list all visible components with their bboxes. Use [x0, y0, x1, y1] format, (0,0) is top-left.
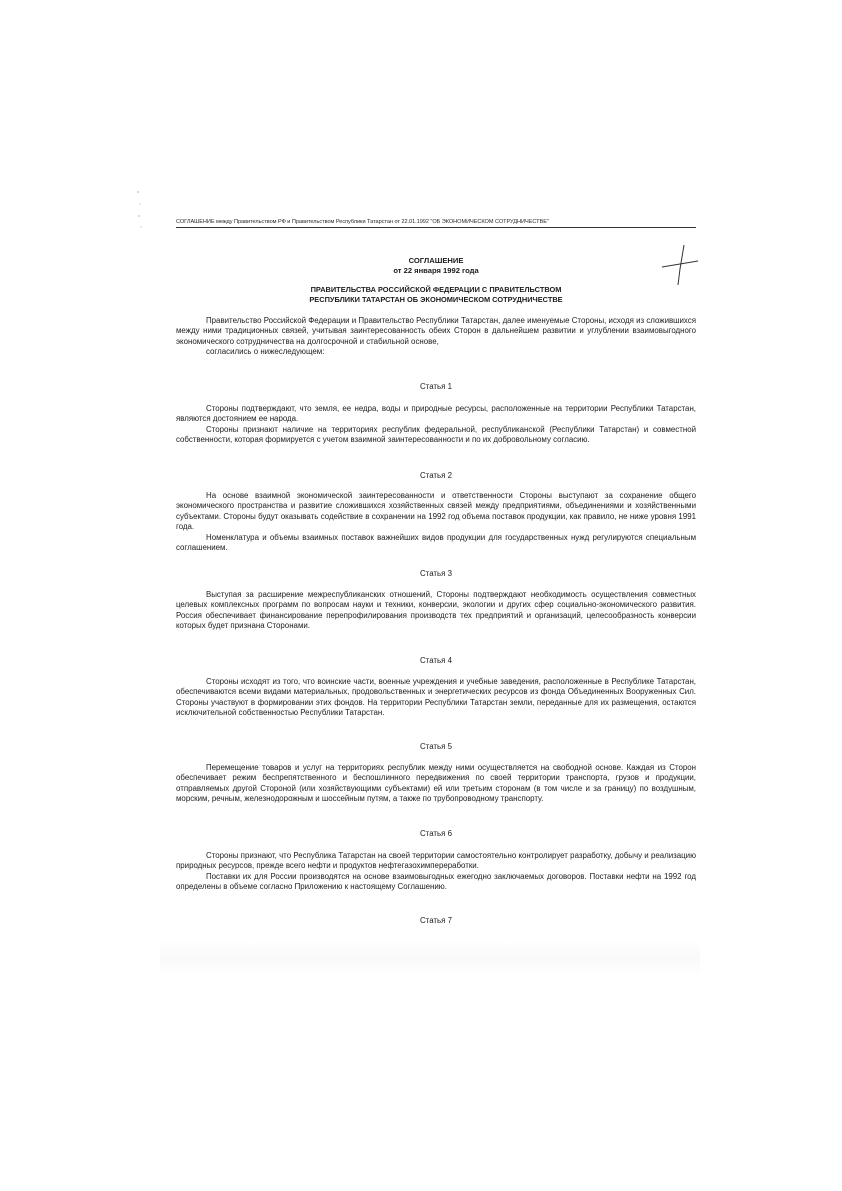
article-5-body	[176, 763, 696, 805]
article-3-heading: Статья 3	[419, 569, 453, 578]
article-5-heading: Статья 5	[419, 742, 453, 751]
preamble-closing: согласились о нижеследующем:	[206, 347, 325, 357]
scan-shadow	[160, 940, 700, 976]
article-3-body	[176, 590, 696, 632]
article-1-paragraph-1: Стороны подтверждают, что земля, ее недра, воды и природные ресурсы, расположенные на территории Республики Татарстан, являются достоянием ее народа.	[176, 404, 696, 424]
article-2-paragraph-1: На основе взаимной экономической заинтересованности и ответственности Стороны выступают за сохранение общего экономического пространства и развитие сложившихся хозяйственных связей между предприятиями, объединениями и хозяйственными субъектами. Стороны будут оказывать содействие в сохранении на 1992 год объема поставок продукции, как правило, не ниже уровня 1991 года.	[176, 491, 696, 532]
article-2-body	[176, 491, 696, 553]
article-6-heading: Статья 6	[419, 829, 453, 838]
article-6-body	[176, 851, 696, 893]
article-2-heading: Статья 2	[419, 471, 453, 480]
article-4-heading: Статья 4	[419, 656, 453, 665]
subtitle-line-1: ПРАВИТЕЛЬСТВА РОССИЙСКОЙ ФЕДЕРАЦИИ С ПРАВИТЕЛЬСТВОМ	[310, 285, 562, 294]
article-1-body	[176, 404, 696, 446]
article-2-paragraph-2: Номенклатура и объемы взаимных поставок важнейших видов продукции для государственных нужд регулируются специальным соглашением.	[176, 532, 696, 553]
header-rule	[176, 227, 696, 228]
article-6-paragraph-2: Поставки их для России производятся на основе взаимовыгодных ежегодно заключаемых договоров. Поставки нефти на 1992 год определены в объеме согласно Приложению к настоящему Соглашению.	[176, 871, 696, 892]
document-title: СОГЛАШЕНИЕ	[408, 256, 464, 265]
article-4-body	[176, 677, 696, 719]
article-1-heading: Статья 1	[419, 382, 453, 391]
document-subtitle	[176, 285, 696, 305]
scan-speck-marks	[135, 190, 145, 230]
article-3-paragraph-1: Выступая за расширение межреспубликанских отношений, Стороны подтверждают необходимость осуществления совместных целевых комплексных программ по вопросам науки и техники, конверсии, экологии и других сфер социально-экономического развития. Россия обеспечивает финансирование перепрофилирования производств тех предприятий и организаций, целесообразность конверсии которых будет признана Сторонами.	[176, 590, 696, 631]
running-header: СОГЛАШЕНИЕ между Правительством РФ и Правительством Республики Татарстан от 22.01.1992 "ОБ ЭКОНОМИЧЕСКОМ СОТРУДНИЧЕСТВЕ"	[176, 219, 549, 225]
article-7-heading: Статья 7	[419, 916, 453, 925]
preamble-paragraph: Правительство Российской Федерации и Правительство Республики Татарстан, далее именуемые Стороны, исходя из сложившихся между ними традиционных связей, учитывая заинтересованность обеих Сторон в дальнейшем развитии и углублении взаимовыгодного экономического сотрудничества на долгосрочной и стабильной основе,	[176, 316, 696, 346]
article-5-paragraph-1: Перемещение товаров и услуг на территориях республик между ними осуществляется на свободной основе. Каждая из Сторон обеспечивает режим беспрепятственного и беспошлинного передвижения по своей территории транспорта, грузов и продукции, отправляемых другой Стороной (или хозяйствующими субъектами) ей или третьим сторонам (в том числе и за границу) по воздушным, морским, речным, железнодорожным и шоссейным путям, а также по трубопроводному транспорту.	[176, 763, 696, 804]
preamble	[176, 316, 696, 358]
document-date: от 22 января 1992 года	[393, 266, 479, 275]
article-1-paragraph-2: Стороны признают наличие на территориях республик федеральной, республиканской (Республики Татарстан) и совместной собственности, которая формируется с учетом взаимной заинтересованности и по их добровольному согласию.	[176, 424, 696, 445]
article-4-paragraph-1: Стороны исходят из того, что воинские части, военные учреждения и учебные заведения, расположенные в Республике Татарстан, обеспечиваются всеми видами материальных, продовольственных и энергетических ресурсов из фонда Объединенных Вооруженных Сил. Стороны участвуют в формировании этих фондов. На территории Республики Татарстан земли, переданные для их размещения, остаются исключительной собственностью Республики Татарстан.	[176, 677, 696, 718]
article-6-paragraph-1: Стороны признают, что Республика Татарстан на своей территории самостоятельно контролирует разработку, добычу и реализацию природных ресурсов, прежде всего нефти и продуктов нефтегазохимпереработки.	[176, 851, 696, 871]
subtitle-line-2: РЕСПУБЛИКИ ТАТАРСТАН ОБ ЭКОНОМИЧЕСКОМ СОТРУДНИЧЕСТВЕ	[309, 295, 563, 304]
